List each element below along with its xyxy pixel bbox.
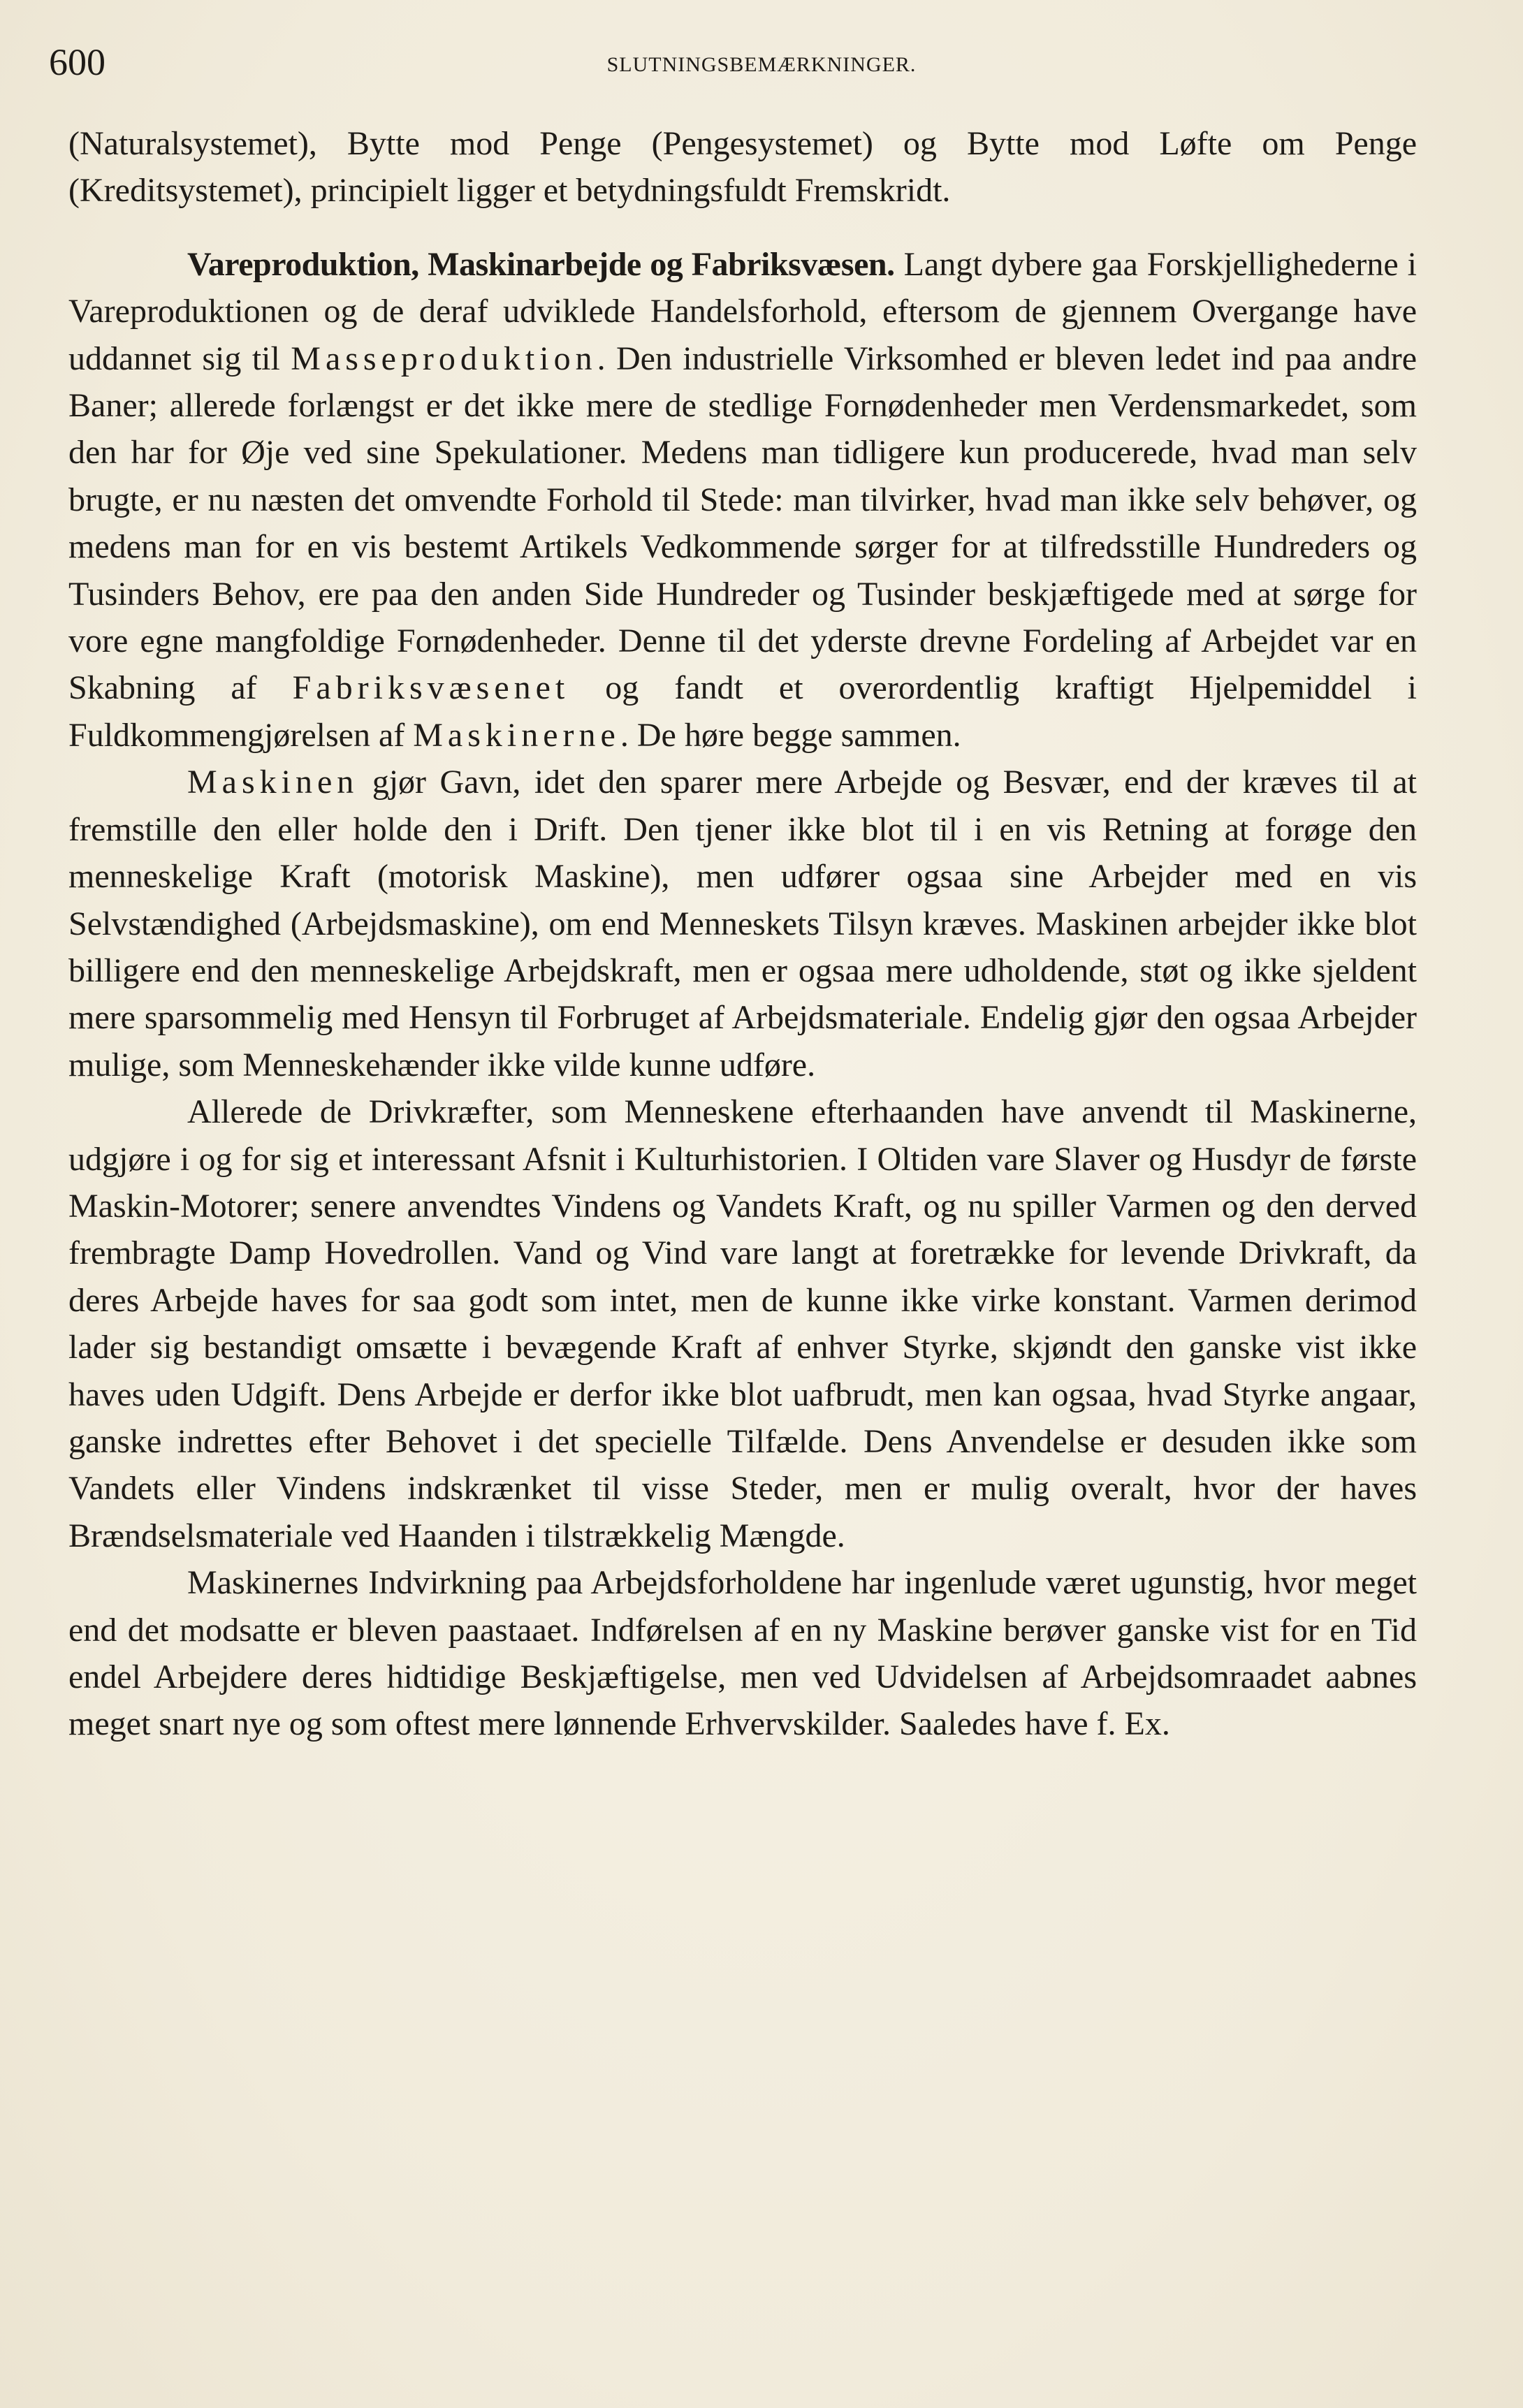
paragraph-2-text-3: og fandt et overordentlig kraftigt Hjelpemiddel i Fuldkommengjørelsen af [68, 669, 1417, 754]
emphasis-maskinen: Maskinen [187, 764, 359, 801]
paragraph-3 [68, 759, 1417, 1088]
paragraph-1: (Naturalsystemet), Bytte mod Penge (Pengesystemet) og Bytte mod Løfte om Penge (Kreditsystemet), principielt ligger et betydningsfuldt Fremskridt. [68, 125, 1417, 210]
paragraph-2-text-2: . Den industrielle Virksomhed er bleven ledet ind paa andre Baner; allerede forlængst er det ikke mere de stedlige Fornødenheder men Verdensmarkedet, som den har for Øje ved sine Spekulationer. Medens man tidligere kun producerede, hvad man selv brugte, er nu næsten det omvendte Forhold til Stede: man tilvirker, hvad man ikke selv behøver, og medens man for en vis bestemt Artikels Vedkommende sørger for at tilfredsstille Hundreders og Tusinders Behov, ere paa den anden Side Hundreder og Tusinder beskjæftigede med at sørge for vore egne mangfoldige Fornødenheder. Denne til det yderste drevne Fordeling af Arbejdet var en Skabning af [68, 340, 1417, 707]
paragraph-2-text-4: . De høre begge sammen. [620, 716, 961, 754]
paragraph-2-text-1: Langt dybere gaa Forskjellighederne i Vareproduktionen og de deraf udviklede Handelsforhold, eftersom de gjennem Overgange have uddannet sig til [68, 245, 1418, 377]
emphasis-fabriksvaesenet: Fabriksvæsenet [292, 669, 570, 707]
emphasis-maskinerne: Maskinerne [413, 716, 620, 754]
paragraph-2 [68, 241, 1417, 759]
paragraph-3-text: gjør Gavn, idet den sparer mere Arbejde og Besvær, end der kræves til at fremstille den eller holde den i Drift. Den tjener ikke blot til i en vis Retning at forøge den menneskelige Kraft (motorisk Maskine), men udfører ogsaa sine Arbejder med en vis Selvstændighed (Arbejdsmaskine), om end Menneskets Tilsyn kræves. Maskinen arbejder ikke blot billigere end den menneskelige Arbejdskraft, men er ogsaa mere udholdende, støt og ikke sjeldent mere sparsommelig med Hensyn til Forbruget af Arbejdsmateriale. Endelig gjør den ogsaa Arbejder mulige, som Menneskehænder ikke vilde kunne udføre. [68, 764, 1417, 1083]
page-number: 600 [49, 41, 105, 83]
paragraph-5: Maskinernes Indvirkning paa Arbejdsforholdene har ingenlude været ugunstig, hvor meget end det modsatte er bleven paastaaet. Indførelsen af en ny Maskine berøver ganske vist for en Tid endel Arbejdere deres hidtidige Beskjæftigelse, men ved Udvidelsen af Arbejdsomraadet aabnes meget snart nye og som oftest mere lønnende Erhvervskilder. Saaledes have f. Ex. [68, 1564, 1417, 1743]
paragraph-4: Allerede de Drivkræfter, som Menneskene efterhaanden have anvendt til Maskinerne, udgjøre i og for sig et interessant Afsnit i Kulturhistorien. I Oltiden vare Slaver og Husdyr de første Maskin-Motorer; senere anvendtes Vindens og Vandets Kraft, og nu spiller Varmen og den derved frembragte Damp Hovedrollen. Vand og Vind vare langt at foretrække for levende Drivkraft, da deres Arbejde haves for saa godt som intet, men de kunne ikke virke konstant. Varmen derimod lader sig bestandigt omsætte i bevægende Kraft af enhver Styrke, skjøndt den ganske vist ikke haves uden Udgift. Dens Arbejde er derfor ikke blot uafbrudt, men kan ogsaa, hvad Styrke angaar, ganske indrettes efter Behovet i det specielle Tilfælde. Dens Anvendelse er desuden ikke som Vandets eller Vindens indskrænket til visse Steder, men er mulig overalt, hvor der haves Brændselsmateriale ved Haanden i tilstrækkelig Mængde. [68, 1093, 1417, 1554]
emphasis-masseproduktion: Masseproduktion [291, 340, 597, 377]
section-heading: Vareproduktion, Maskinarbejde og Fabriksvæsen. [187, 245, 895, 283]
running-head: SLUTNINGSBEMÆRKNINGER. [606, 53, 917, 76]
text-body [68, 120, 1417, 1748]
page-header [49, 34, 1474, 96]
